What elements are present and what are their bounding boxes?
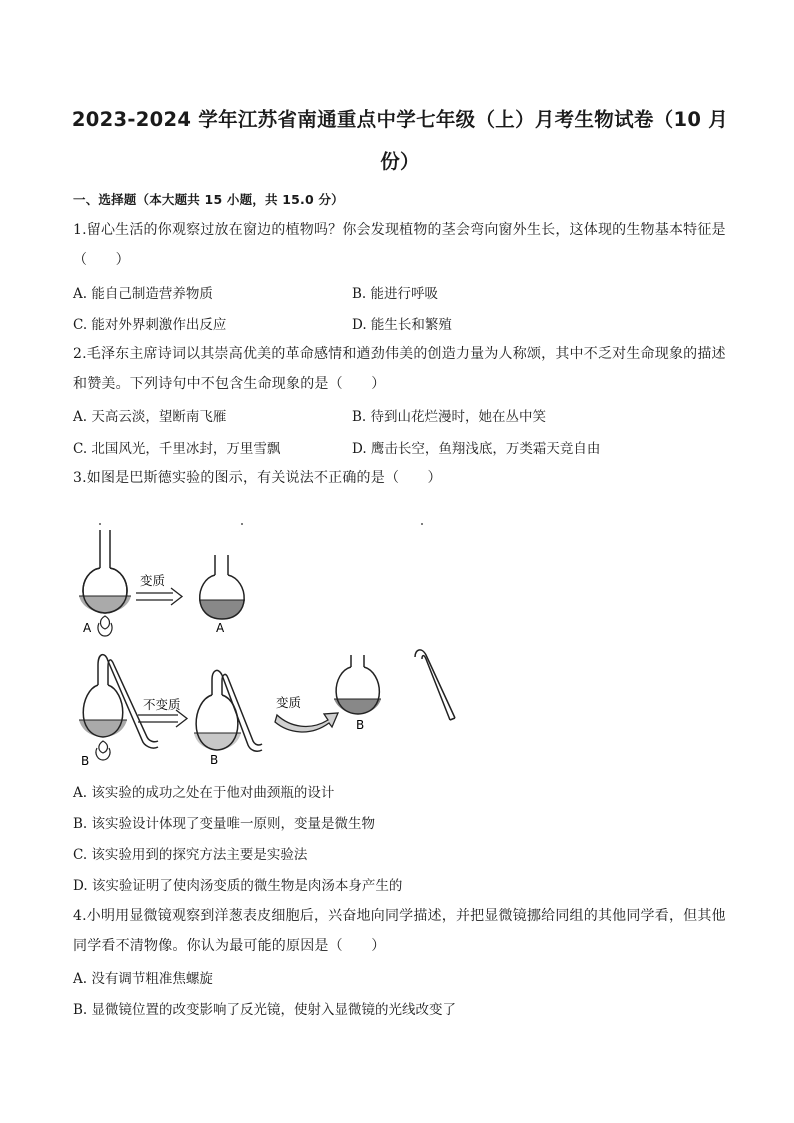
q4-option-a: A. 没有调节粗准焦螺旋 (73, 971, 213, 987)
arrow-no-change (138, 710, 187, 727)
q2-stem-line2: 和赞美。下列诗句中不包含生命现象的是（ ） (73, 376, 386, 392)
q2-option-c: C. 北国风光，千里冰封，万里雪飘 (73, 441, 281, 457)
pasteur-experiment-figure (70, 515, 470, 775)
q1-option-b: B. 能进行呼吸 (352, 286, 439, 302)
flask-b-spoiled (334, 655, 381, 714)
q3-option-d: D. 该实验证明了使肉汤变质的微生物是肉汤本身产生的 (73, 878, 403, 894)
arrow-change-2 (275, 713, 338, 732)
label-no-change: 不变质 (143, 697, 181, 712)
q1-stem-line1: 1.留心生活的你观察过放在窗边的植物吗？你会发现植物的茎会弯向窗外生长，这体现的生物基本特征是 (73, 222, 726, 238)
q3-option-c: C. 该实验用到的探究方法主要是实验法 (73, 847, 308, 863)
flask-b-label-heating: B (81, 754, 90, 768)
exam-title-line2: 份） (380, 150, 420, 173)
flask-b-unspoiled (194, 670, 262, 751)
q1-stem-line2: （ ） (73, 252, 130, 268)
flask-a-label-left: A (83, 621, 92, 635)
q3-option-a: A. 该实验的成功之处在于他对曲颈瓶的设计 (73, 785, 335, 801)
q2-option-a: A. 天高云淡，望断南飞雁 (73, 409, 227, 425)
exam-title-line1: 2023-2024 学年江苏省南通重点中学七年级（上）月考生物试卷（10 月 (71, 108, 729, 131)
flask-b-label-spoiled: B (356, 718, 365, 732)
label-change-1: 变质 (140, 573, 166, 588)
q4-stem-line1: 4.小明用显微镜观察到洋葱表皮细胞后，兴奋地向同学描述，并把显微镜挪给同组的其他同学看，但其他 (73, 908, 726, 924)
q4-stem-line2: 同学看不清物像。你认为最可能的原因是（ ） (73, 938, 386, 954)
flask-a-spoiled (199, 555, 245, 619)
arrow-change-1 (136, 588, 182, 605)
q3-option-b: B. 该实验设计体现了变量唯一原则，变量是微生物 (73, 816, 376, 832)
label-change-2: 变质 (276, 695, 302, 710)
q3-stem: 3.如图是巴斯德实验的图示，有关说法不正确的是（ ） (73, 470, 442, 486)
q4-option-b: B. 显微镜位置的改变影响了反光镜，使射入显微镜的光线改变了 (73, 1002, 457, 1018)
broken-swan-neck (415, 650, 455, 720)
q1-option-c: C. 能对外界刺激作出反应 (73, 317, 227, 333)
q2-option-d: D. 鹰击长空，鱼翔浅底，万类霜天竞自由 (352, 441, 601, 457)
q1-option-a: A. 能自己制造营养物质 (73, 286, 213, 302)
q2-option-b: B. 待到山花烂漫时，她在丛中笑 (352, 409, 547, 425)
section-heading: 一、选择题（本大题共 15 小题，共 15.0 分） (73, 192, 344, 207)
flask-a-label-right: A (216, 621, 225, 635)
q1-option-d: D. 能生长和繁殖 (352, 317, 452, 333)
pasteur-experiment-diagram (70, 515, 470, 775)
q2-stem-line1: 2.毛泽东主席诗词以其崇高优美的革命感情和遒劲伟美的创造力量为人称颂，其中不乏对生命现象的描述 (73, 346, 726, 362)
flask-b-label-unspoiled: B (210, 753, 219, 767)
